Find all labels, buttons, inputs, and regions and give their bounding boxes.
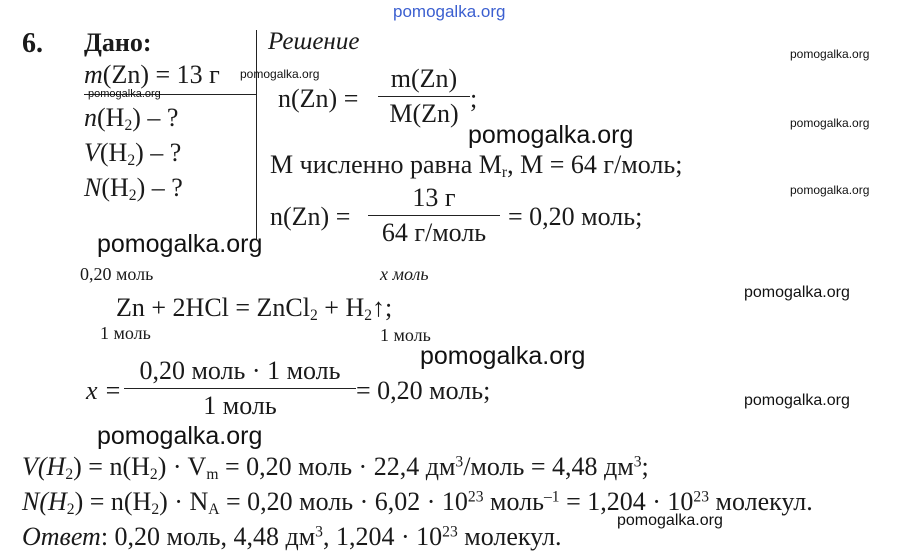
answer-line: Ответ: 0,20 моль, 4,48 $дм^3$, $1,204 \cdot 10^{23}$ молекул.	[22, 522, 562, 551]
watermark-right-5: pomogalka.org	[744, 392, 850, 409]
above-zn-label: 0,20 моль	[80, 264, 154, 284]
watermark-small-2: pomogalka.org	[88, 88, 161, 100]
watermark-top: pomogalka.org	[393, 2, 506, 21]
n-formula-fraction: m(Zn) M(Zn)	[378, 64, 470, 129]
calc-fraction: 13 г 64 г/моль	[368, 183, 500, 248]
given-divider-vertical	[256, 30, 257, 240]
reaction-equation: Zn + 2HCl = ZnCl$_2$ + $H_2↑$;	[116, 293, 393, 324]
calc-result: = 0,20 моль;	[508, 202, 643, 231]
x-fraction: 0,20 моль · 1 моль 1 моль	[124, 356, 356, 421]
given-mass: m(Zn) = 13 г	[84, 60, 220, 89]
watermark-large-2: pomogalka.org	[97, 230, 263, 258]
watermark-right-3: pomogalka.org	[790, 183, 870, 197]
watermark-right-1: pomogalka.org	[790, 47, 870, 61]
below-zn-label: 1 моль	[100, 323, 151, 343]
watermark-large-1: pomogalka.org	[468, 121, 634, 149]
given-n-molecules: $N(H_2)$ – ?	[84, 173, 183, 204]
above-h2-label: x моль	[380, 264, 429, 284]
watermark-bottom: pomogalka.org	[617, 512, 723, 529]
x-lhs: x =	[86, 376, 122, 405]
molecules-line: $N(H_2) = n(H_2) \cdot N_A = 0,20$ моль · $6,02 \cdot 10^{23}$ моль$^{-1}$ = $1,204 \cdot 10^{23}$ молекул.	[22, 487, 813, 518]
calc-lhs: n(Zn) =	[270, 202, 351, 231]
given-v-h2: $V(H_2)$ – ?	[84, 138, 182, 169]
given-title: Дано:	[84, 28, 152, 57]
n-formula-end: ;	[470, 84, 478, 113]
watermark-large-3: pomogalka.org	[420, 342, 586, 370]
below-h2-label: 1 моль	[380, 325, 431, 345]
problem-number: 6.	[22, 28, 43, 59]
given-n-h2: $n(H_2)$ – ?	[84, 103, 179, 134]
molar-mass-line: M численно равна $M_r$, M = 64 г/моль;	[270, 150, 683, 181]
watermark-small-1: pomogalka.org	[240, 67, 320, 81]
n-formula-lhs: n(Zn) =	[278, 84, 359, 113]
watermark-right-2: pomogalka.org	[790, 116, 870, 130]
x-result: = 0,20 моль;	[356, 376, 491, 405]
solution-title: Решение	[268, 28, 360, 55]
watermark-large-4: pomogalka.org	[97, 422, 263, 450]
volume-line: $V(H_2) = n(H_2) \cdot V_m = 0,20$ моль · 22,4 $дм^3$/моль = 4,48 $дм^3$;	[22, 452, 649, 483]
watermark-right-4: pomogalka.org	[744, 284, 850, 301]
